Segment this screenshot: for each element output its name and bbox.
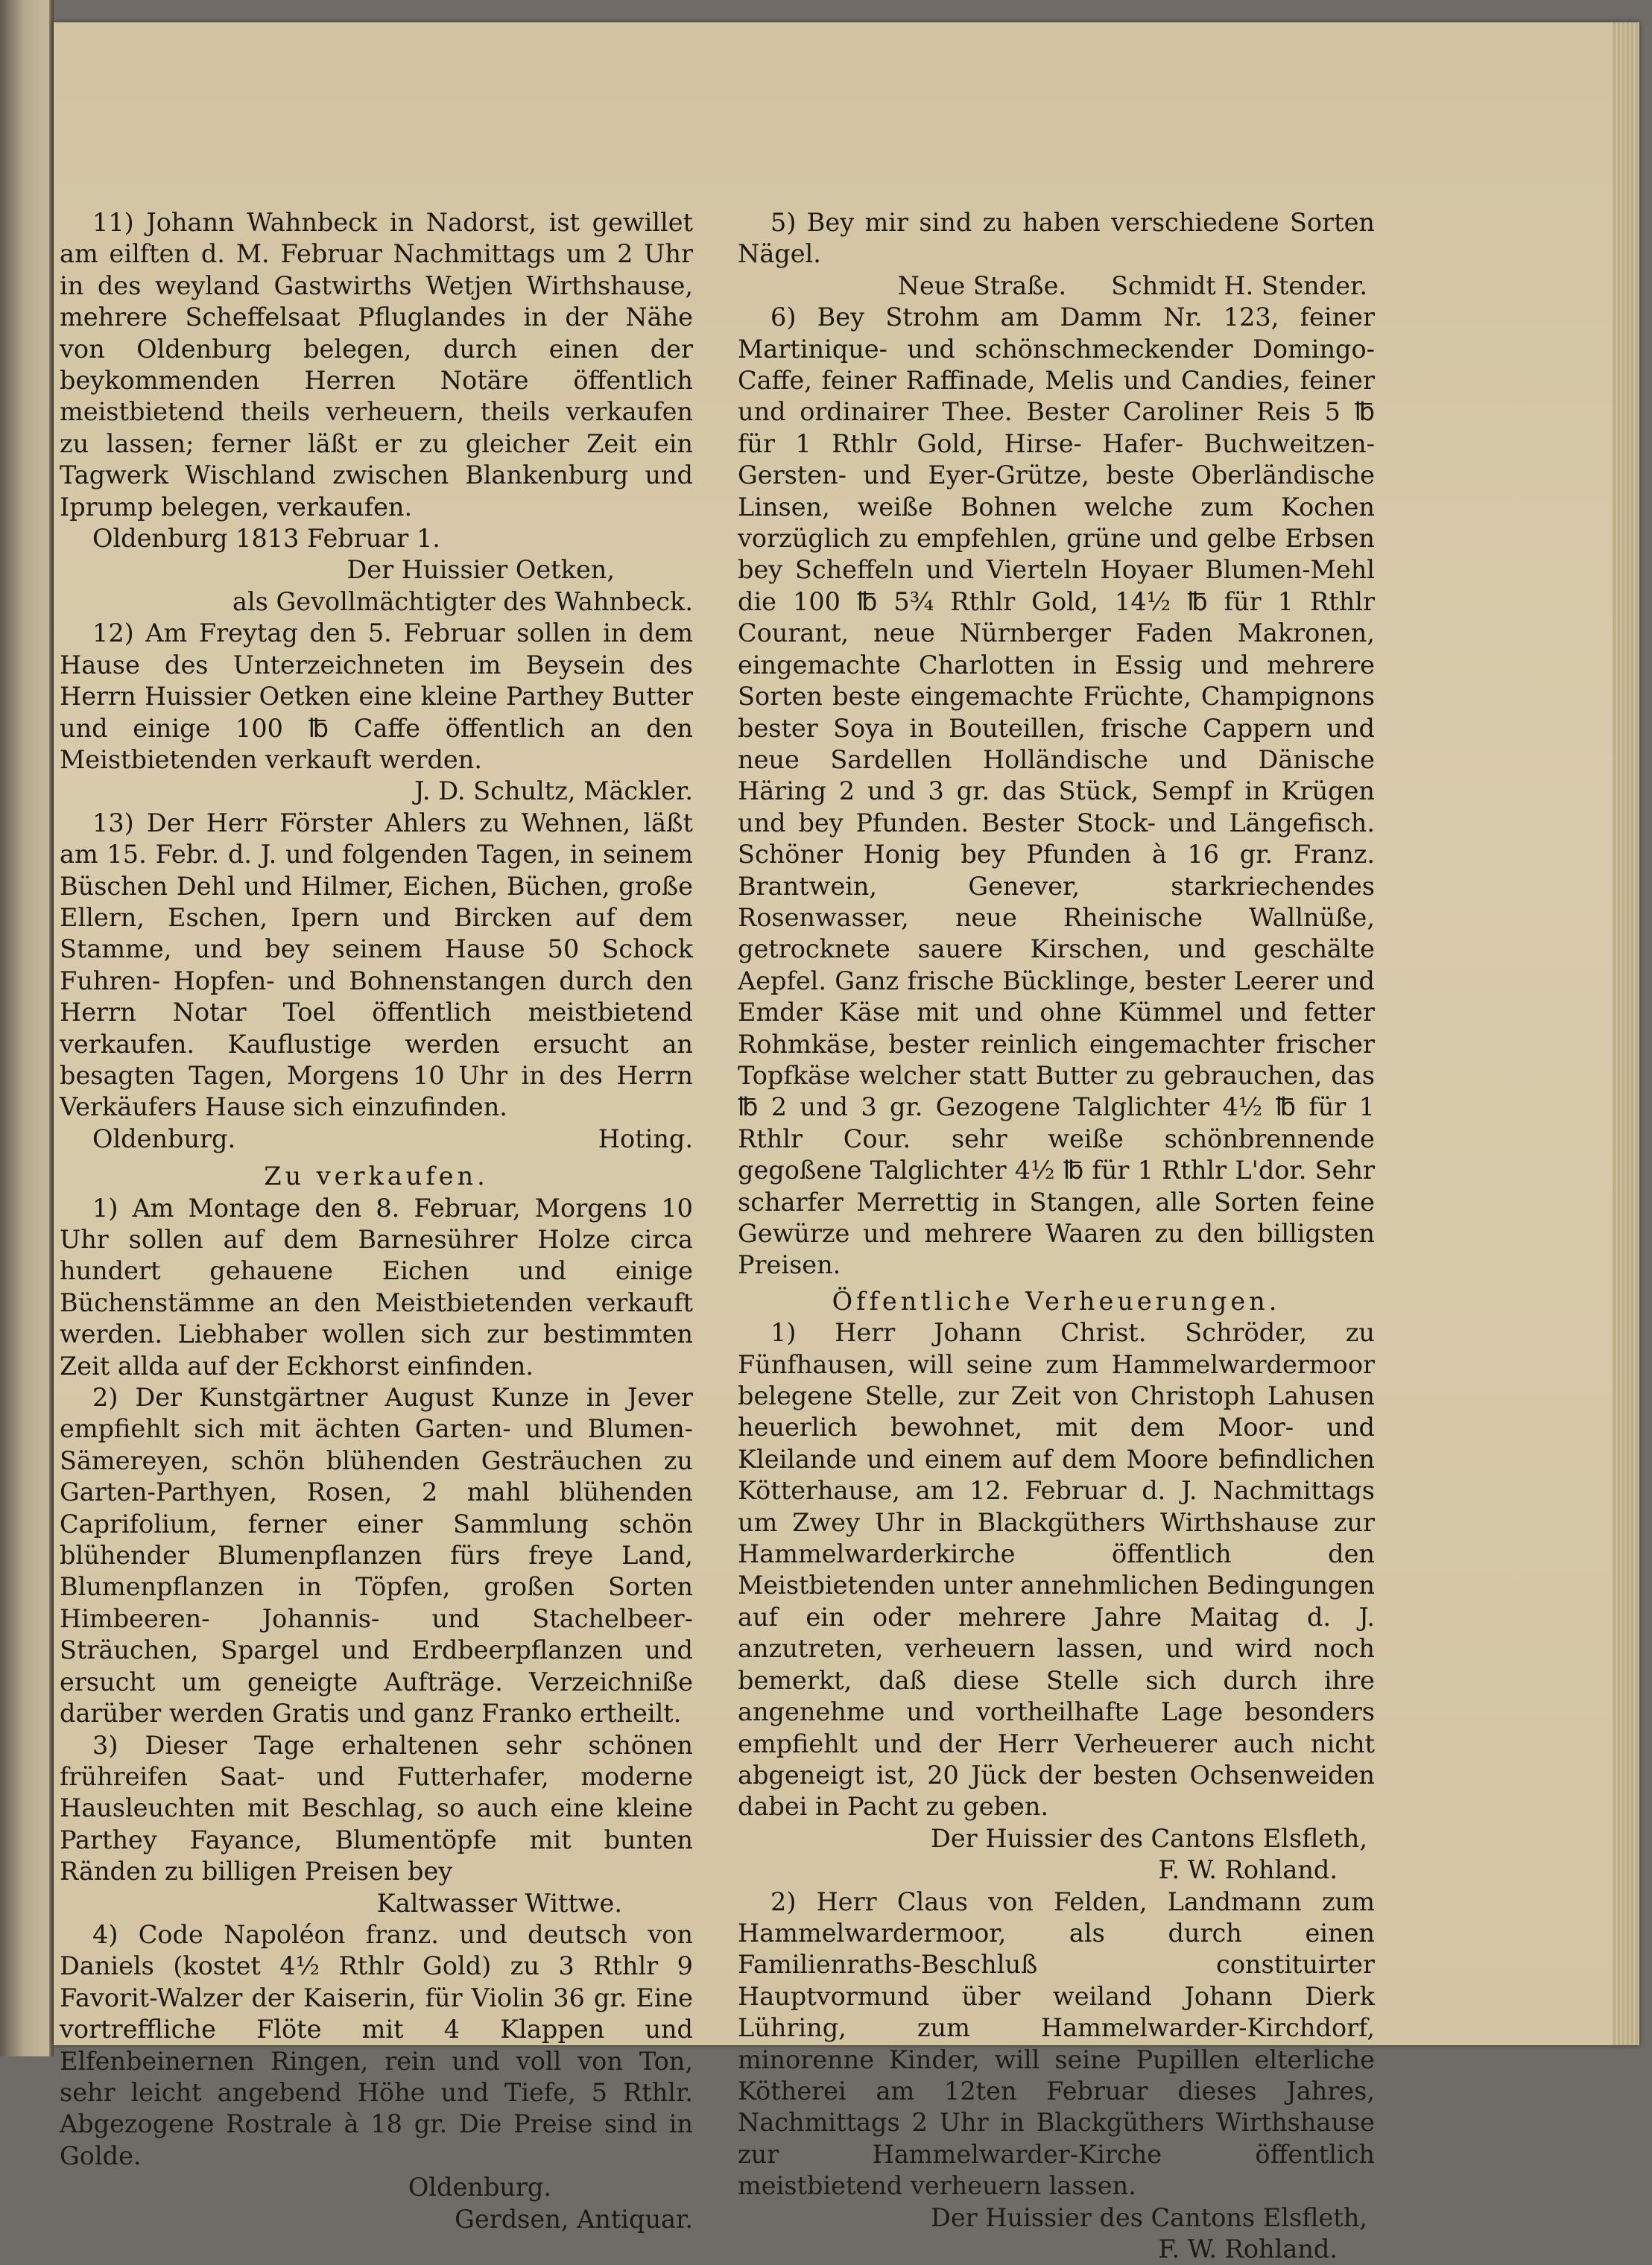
lease-2-signature: Der Huissier des Cantons Elsfleth,: [931, 2202, 1367, 2232]
lease-2-signature-name: F. W. Rohland.: [1158, 2234, 1338, 2264]
ad-13-place: Oldenburg.: [92, 1124, 236, 1153]
lease-1-text: 1) Herr Johann Christ. Schröder, zu Fünfhausen, will seine zum Hammelwardermoor belegene Stelle, zur Zeit von Christoph Lahusen heuerlich bewohnet, mit dem Moor- und Kleilande und einem auf dem Moore befindlichen Kötterhause, am 12. Februar d. J. Nachmittags um Zwey Uhr in Blackgüthers Wirthshause zur Hammelwarderkirche öffentlich den Meistbietenden unter annehmlichen Bedingungen auf ein oder mehrere Jahre Maitag d. J. anzutreten, verheuern lassen, und wird noch bemerkt, daß diese Stelle sich durch ihre angenehme und vortheilhafte Lage besonders empfiehlt und der Herr Verheuerer auch nicht abgeneigt ist, 20 Jück der besten Ochsenweiden dabei in Pacht zu geben.: [738, 1318, 1375, 1822]
lease-2-text: 2) Herr Claus von Felden, Landmann zum Hammelwardermoor, als durch einen Familienraths-Beschluß constituirter Hauptvormund über weiland Johann Dierk Lühring, zum Hammelwarder-Kirchdorf, minorenne Kinder, will seine Pupillen elterliche Kötherei am 12ten Februar dieses Jahres, Nachmittags 2 Uhr in Blackgüthers Wirthshause zur Hammelwarder-Kirche öffentlich meistbietend verheuern lassen.: [738, 1887, 1375, 2201]
sale-4-signature: Gerdsen, Antiquar.: [455, 2204, 693, 2234]
newspaper-page: [54, 22, 1639, 2264]
ad-12-signature: J. D. Schultz, Mäckler.: [414, 776, 693, 806]
section-heading-sales: Zu verkaufen.: [264, 1162, 489, 1191]
sale-5-signature: Schmidt H. Stender.: [1111, 270, 1367, 300]
left-column: [60, 207, 693, 2235]
lease-1-signature: Der Huissier des Cantons Elsfleth,: [931, 1823, 1367, 1853]
sale-5-street: Neue Straße.: [897, 270, 1067, 300]
ad-13-footer: [60, 1124, 693, 1155]
ad-11-text: 11) Johann Wahnbeck in Nadorst, ist gewillet am eilften d. M. Februar Nachmittags um 2 Uhr in des weyland Gastwirths Wetjen Wirthshause, mehrere Scheffelsaat Pfluglandes in der Nähe von Oldenburg belegen, durch einen der beykommenden Herren Notäre öffentlich meistbietend theils verheuern, theils verkaufen zu lassen; ferner läßt er zu gleicher Zeit ein Tagwerk Wischland zwischen Blankenburg und Iprump belegen, verkaufen.: [60, 208, 693, 522]
ad-11-signature-role: als Gevollmächtigter des Wahnbeck.: [232, 586, 693, 616]
sale-5-footer: [738, 270, 1375, 302]
sale-1-text: 1) Am Montage den 8. Februar, Morgens 10 Uhr sollen auf dem Barnesührer Holze circa hundert gehauene Eichen und einige Büchenstämme an den Meistbietenden verkauft werden. Liebhaber wollen sich zur bestimmten Zeit allda auf der Eckhorst einfinden.: [60, 1193, 693, 1381]
ad-11-signature: Der Huissier Oetken,: [346, 555, 615, 585]
sale-3-signature: Kaltwasser Wittwe.: [376, 1888, 622, 1918]
sale-4-place: Oldenburg.: [408, 2173, 551, 2202]
ad-11-dateline: Oldenburg 1813 Februar 1.: [92, 524, 440, 554]
ad-13-signature: Hoting.: [598, 1124, 693, 1153]
sale-6-text: 6) Bey Strohm am Damm Nr. 123, feiner Martinique- und schönschmeckender Domingo-Caffe, feiner Raffinade, Melis und Candies, feiner und ordinairer Thee. Bester Caroliner Reis 5 ℔ für 1 Rthlr Gold, Hirse- Hafer- Buchweitzen- Gersten- und Eyer-Grütze, beste Oberländische Linsen, weiße Bohnen welche zum Kochen vorzüglich zu empfehlen, grüne und gelbe Erbsen bey Scheffeln und Vierteln Hoyaer Blumen-Mehl die 100 ℔ 5¾ Rthlr Gold, 14½ ℔ für 1 Rthlr Courant, neue Nürnberger Faden Makronen, eingemachte Charlotten in Essig und mehrere Sorten beste eingemachte Früchte, Champignons bester Soya in Bouteillen, frische Cappern und neue Sardellen Holländische und Dänische Häring 2 und 3 gr. das Stück, Sempf in Krügen und bey Pfunden. Bester Stock- und Längefisch. Schöner Honig bey Pfunden à 16 gr. Franz. Brantwein, Genever, starkriechendes Rosenwasser, neue Rheinische Wallnüße, getrocknete sauere Kirschen, und geschälte Aepfel. Ganz frische Bücklinge, bester Leerer und Emder Käse mit und ohne Kümmel und fetter Rohmkäse, bester reinlich eingemachter frischer Topfkäse welcher statt Butter zu gebrauchen, das ℔ 2 und 3 gr. Gezogene Talglichter 4½ ℔ für 1 Rthlr Cour. sehr weiße schönbrennende gegoßene Talglichter 4½ ℔ für 1 Rthlr L'dor. Sehr scharfer Merrettig in Stangen, alle Sorten feine Gewürze und mehrere Waaren zu den billigsten Preisen.: [738, 302, 1375, 1280]
section-heading-leases: Öffentliche Verheuerungen.: [832, 1286, 1281, 1316]
ad-12-text: 12) Am Freytag den 5. Februar sollen in dem Hause des Unterzeichneten im Beysein des Herrn Huissier Oetken eine kleine Parthey Butter und einige 100 ℔ Caffe öffentlich an den Meistbietenden verkauft werden.: [60, 618, 693, 774]
sale-5-text: 5) Bey mir sind zu haben verschiedene Sorten Nägel.: [738, 208, 1375, 269]
lease-1-signature-name: F. W. Rohland.: [1158, 1855, 1338, 1885]
sale-2-text: 2) Der Kunstgärtner August Kunze in Jever empfiehlt sich mit ächten Garten- und Blumen-Sämereyen, schön blühenden Gesträuchen zu Garten-Parthyen, Rosen, 2 mahl blühenden Caprifolium, ferner einer Sammlung schön blühender Blumenpflanzen fürs freye Land, Blumenpflanzen in Töpfen, großen Sorten Himbeeren- Johannis- und Stachelbeer-Sträuchen, Spargel und Erdbeerpflanzen und ersucht um geneigte Aufträge. Verzeichniße darüber werden Gratis und ganz Franko ertheilt.: [60, 1383, 693, 1729]
sale-4-text: 4) Code Napoléon franz. und deutsch von Daniels (kostet 4½ Rthlr Gold) zu 3 Rthlr 9 Favorit-Walzer der Kaiserin, für Violin 36 gr. Eine vortreffliche Flöte mit 4 Klappen und Elfenbeinernen Ringen, rein und voll von Ton, sehr leicht angebend Höhe und Tiefe, 5 Rthlr. Abgezogene Rostrale à 18 gr. Die Preise sind in Golde.: [60, 1919, 693, 2170]
page-stack-edge: [1613, 22, 1639, 2045]
right-column: [738, 207, 1375, 2265]
left-page-edge: [0, 0, 54, 2056]
sale-3-text: 3) Dieser Tage erhaltenen sehr schönen frühreifen Saat- und Futterhafer, moderne Hausleuchten mit Beschlag, so auch eine kleine Parthey Fayance, Blumentöpfe mit bunten Ränden zu billigen Preisen bey: [60, 1730, 693, 1887]
ad-13-text: 13) Der Herr Förster Ahlers zu Wehnen, läßt am 15. Febr. d. J. und folgenden Tagen, in seinem Büschen Dehl und Hilmer, Eichen, Büchen, große Ellern, Eschen, Ipern und Bircken auf dem Stamme, und bey seinem Hause 50 Schock Fuhren- Hopfen- und Bohnenstangen durch den Herrn Notar Toel öffentlich meistbietend verkaufen. Kauflustige werden ersucht an besagten Tagen, Morgens 10 Uhr in des Herrn Verkäufers Hause sich einzufinden.: [60, 808, 693, 1122]
